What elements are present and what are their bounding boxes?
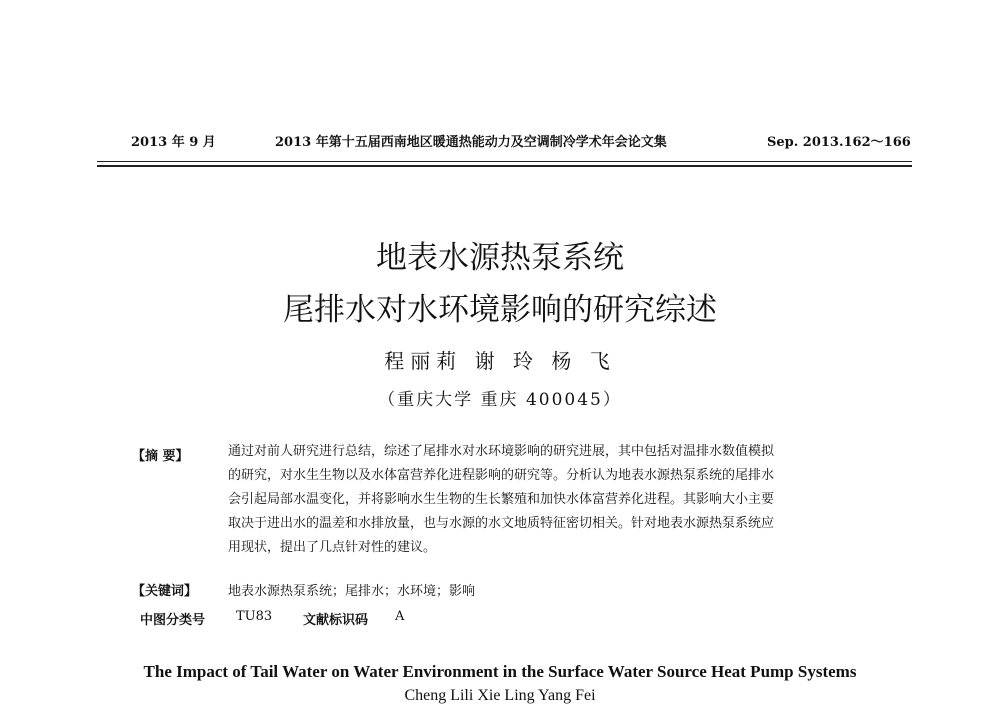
abstract-line: 的研究，对水生生物以及水体富营养化进程影响的研究等。分析认为地表水源热泵系统的尾排水 xyxy=(228,468,775,483)
header-rule-thick xyxy=(97,165,912,167)
header-page-range: Sep. 2013.162～166 xyxy=(767,135,911,150)
paper-title-line-1: 地表水源热泵系统 xyxy=(376,240,624,276)
abstract-line: 用现状，提出了几点针对性的建议。 xyxy=(228,540,437,555)
running-header xyxy=(0,127,1000,151)
english-authors: Cheng Lili Xie Ling Yang Fei xyxy=(404,687,596,704)
author-list: 程丽莉 谢 玲 杨 飞 xyxy=(384,349,616,373)
document-code: A xyxy=(395,609,405,624)
header-rule-thin xyxy=(97,161,912,162)
english-title: The Impact of Tail Water on Water Environment in the Surface Water Source Heat Pump Systems xyxy=(143,662,857,681)
keywords-text: 地表水源热泵系统；尾排水；水环境；影响 xyxy=(228,584,476,599)
classification-label: 中图分类号 xyxy=(140,613,206,628)
abstract-line: 通过对前人研究进行总结，综述了尾排水对水环境影响的研究进展，其中包括对温排水数值模拟 xyxy=(228,444,775,459)
abstract-line: 取决于进出水的温差和水排放量，也与水源的水文地质特征密切相关。针对地表水源热泵系统应 xyxy=(228,516,775,531)
keywords-label: 【关键词】 xyxy=(132,584,198,599)
document-code-label: 文献标识码 xyxy=(303,613,369,628)
header-date: 2013 年 9 月 xyxy=(131,135,216,150)
classification-code: TU83 xyxy=(236,609,273,624)
abstract-body xyxy=(228,440,878,560)
header-journal-title: 2013 年第十五届西南地区暖通热能动力及空调制冷学术年会论文集 xyxy=(275,135,667,150)
author-affiliation: （重庆大学 重庆 400045） xyxy=(378,390,622,410)
abstract-label: 【摘 要】 xyxy=(132,449,189,464)
paper-title-line-2: 尾排水对水环境影响的研究综述 xyxy=(283,292,717,328)
abstract-line: 会引起局部水温变化，并将影响水生生物的生长繁殖和加快水体富营养化进程。其影响大小主要 xyxy=(228,492,775,507)
